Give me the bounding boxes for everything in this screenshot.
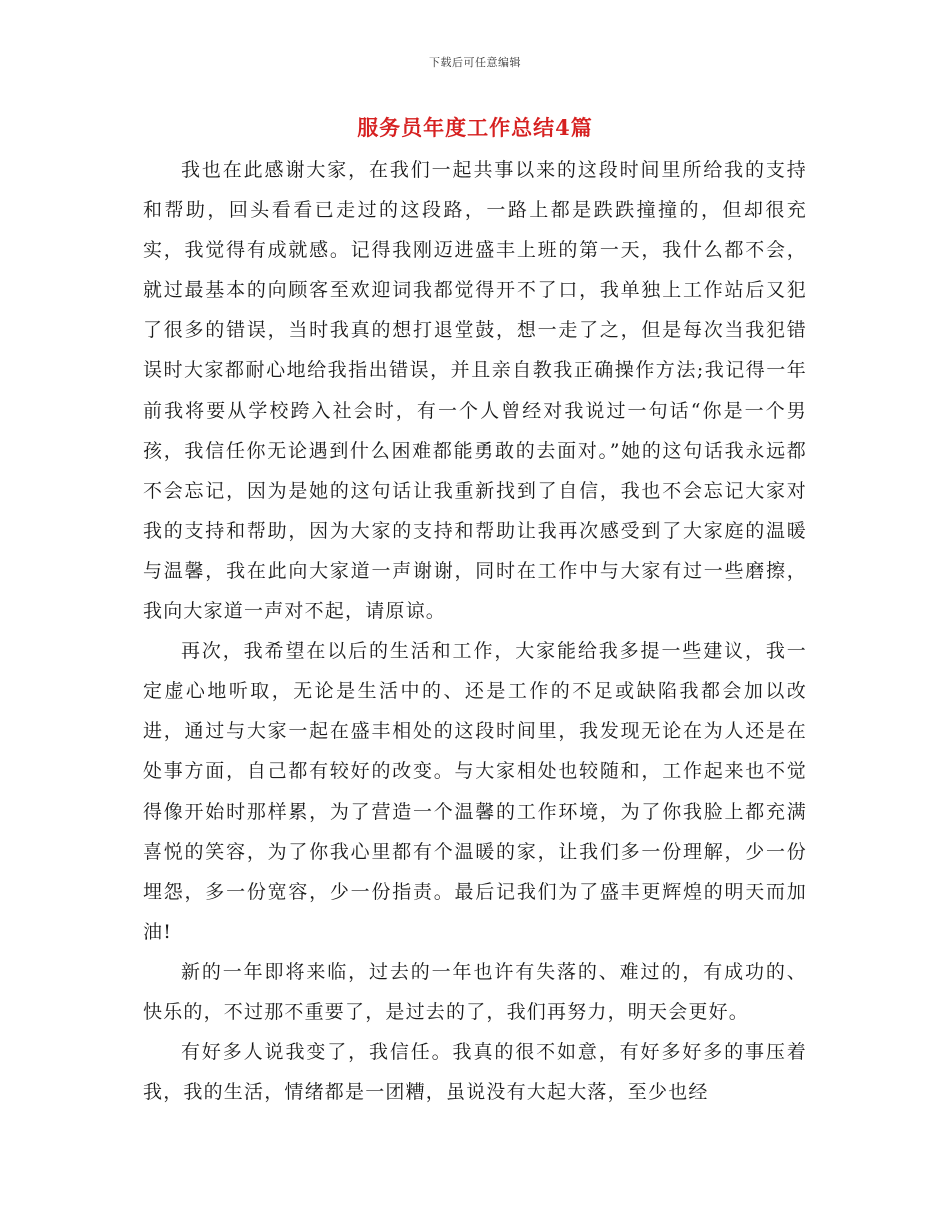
paragraph-1: 我也在此感谢大家，在我们一起共事以来的这段时间里所给我的支持和帮助，回头看看已走过的这段路，一路上都是跌跌撞撞的，但却很充实，我觉得有成就感。记得我刚迈进盛丰上班的第一天，我什么都不会，就过最基本的向顾客至欢迎词我都觉得开不了口，我单独上工作站后又犯了很多的错误，当时我真的想打退堂鼓，想一走了之，但是每次当我犯错误时大家都耐心地给我指出错误，并且亲自教我正确操作方法;我记得一年前我将要从学校跨入社会时，有一个人曾经对我说过一句话“你是一个男孩，我信任你无论遇到什么困难都能勇敢的去面对。”她的这句话我永远都不会忘记，因为是她的这句话让我重新找到了自信，我也不会忘记大家对我的支持和帮助，因为大家的支持和帮助让我再次感受到了大家庭的温暖与温馨，我在此向大家道一声谢谢，同时在工作中与大家有过一些磨擦，我向大家道一声对不起，请原谅。 [143, 159, 807, 623]
page-header-note: 下载后可任意编辑 [429, 56, 521, 69]
paragraph-3: 新的一年即将来临，过去的一年也许有失落的、难过的，有成功的、快乐的，不过那不重要了，是过去的了，我们再努力，明天会更好。 [143, 960, 807, 1023]
document-title: 服务员年度工作总结4篇 [357, 115, 593, 140]
paragraph-4: 有好多人说我变了，我信任。我真的很不如意，有好多好多的事压着我，我的生活，情绪都是一团糟，虽说没有大起大落，至少也经 [143, 1041, 807, 1104]
document-body [143, 150, 807, 1112]
paragraph-2: 再次，我希望在以后的生活和工作，大家能给我多提一些建议，我一定虚心地听取，无论是生活中的、还是工作的不足或缺陷我都会加以改进，通过与大家一起在盛丰相处的这段时间里，我发现无论在为人还是在处事方面，自己都有较好的改变。与大家相处也较随和，工作起来也不觉得像开始时那样累，为了营造一个温馨的工作环境，为了你我脸上都充满喜悦的笑容，为了你我心里都有个温暖的家，让我们多一份理解，少一份埋怨，多一份宽容，少一份指责。最后记我们为了盛丰更辉煌的明天而加油! [143, 640, 807, 943]
